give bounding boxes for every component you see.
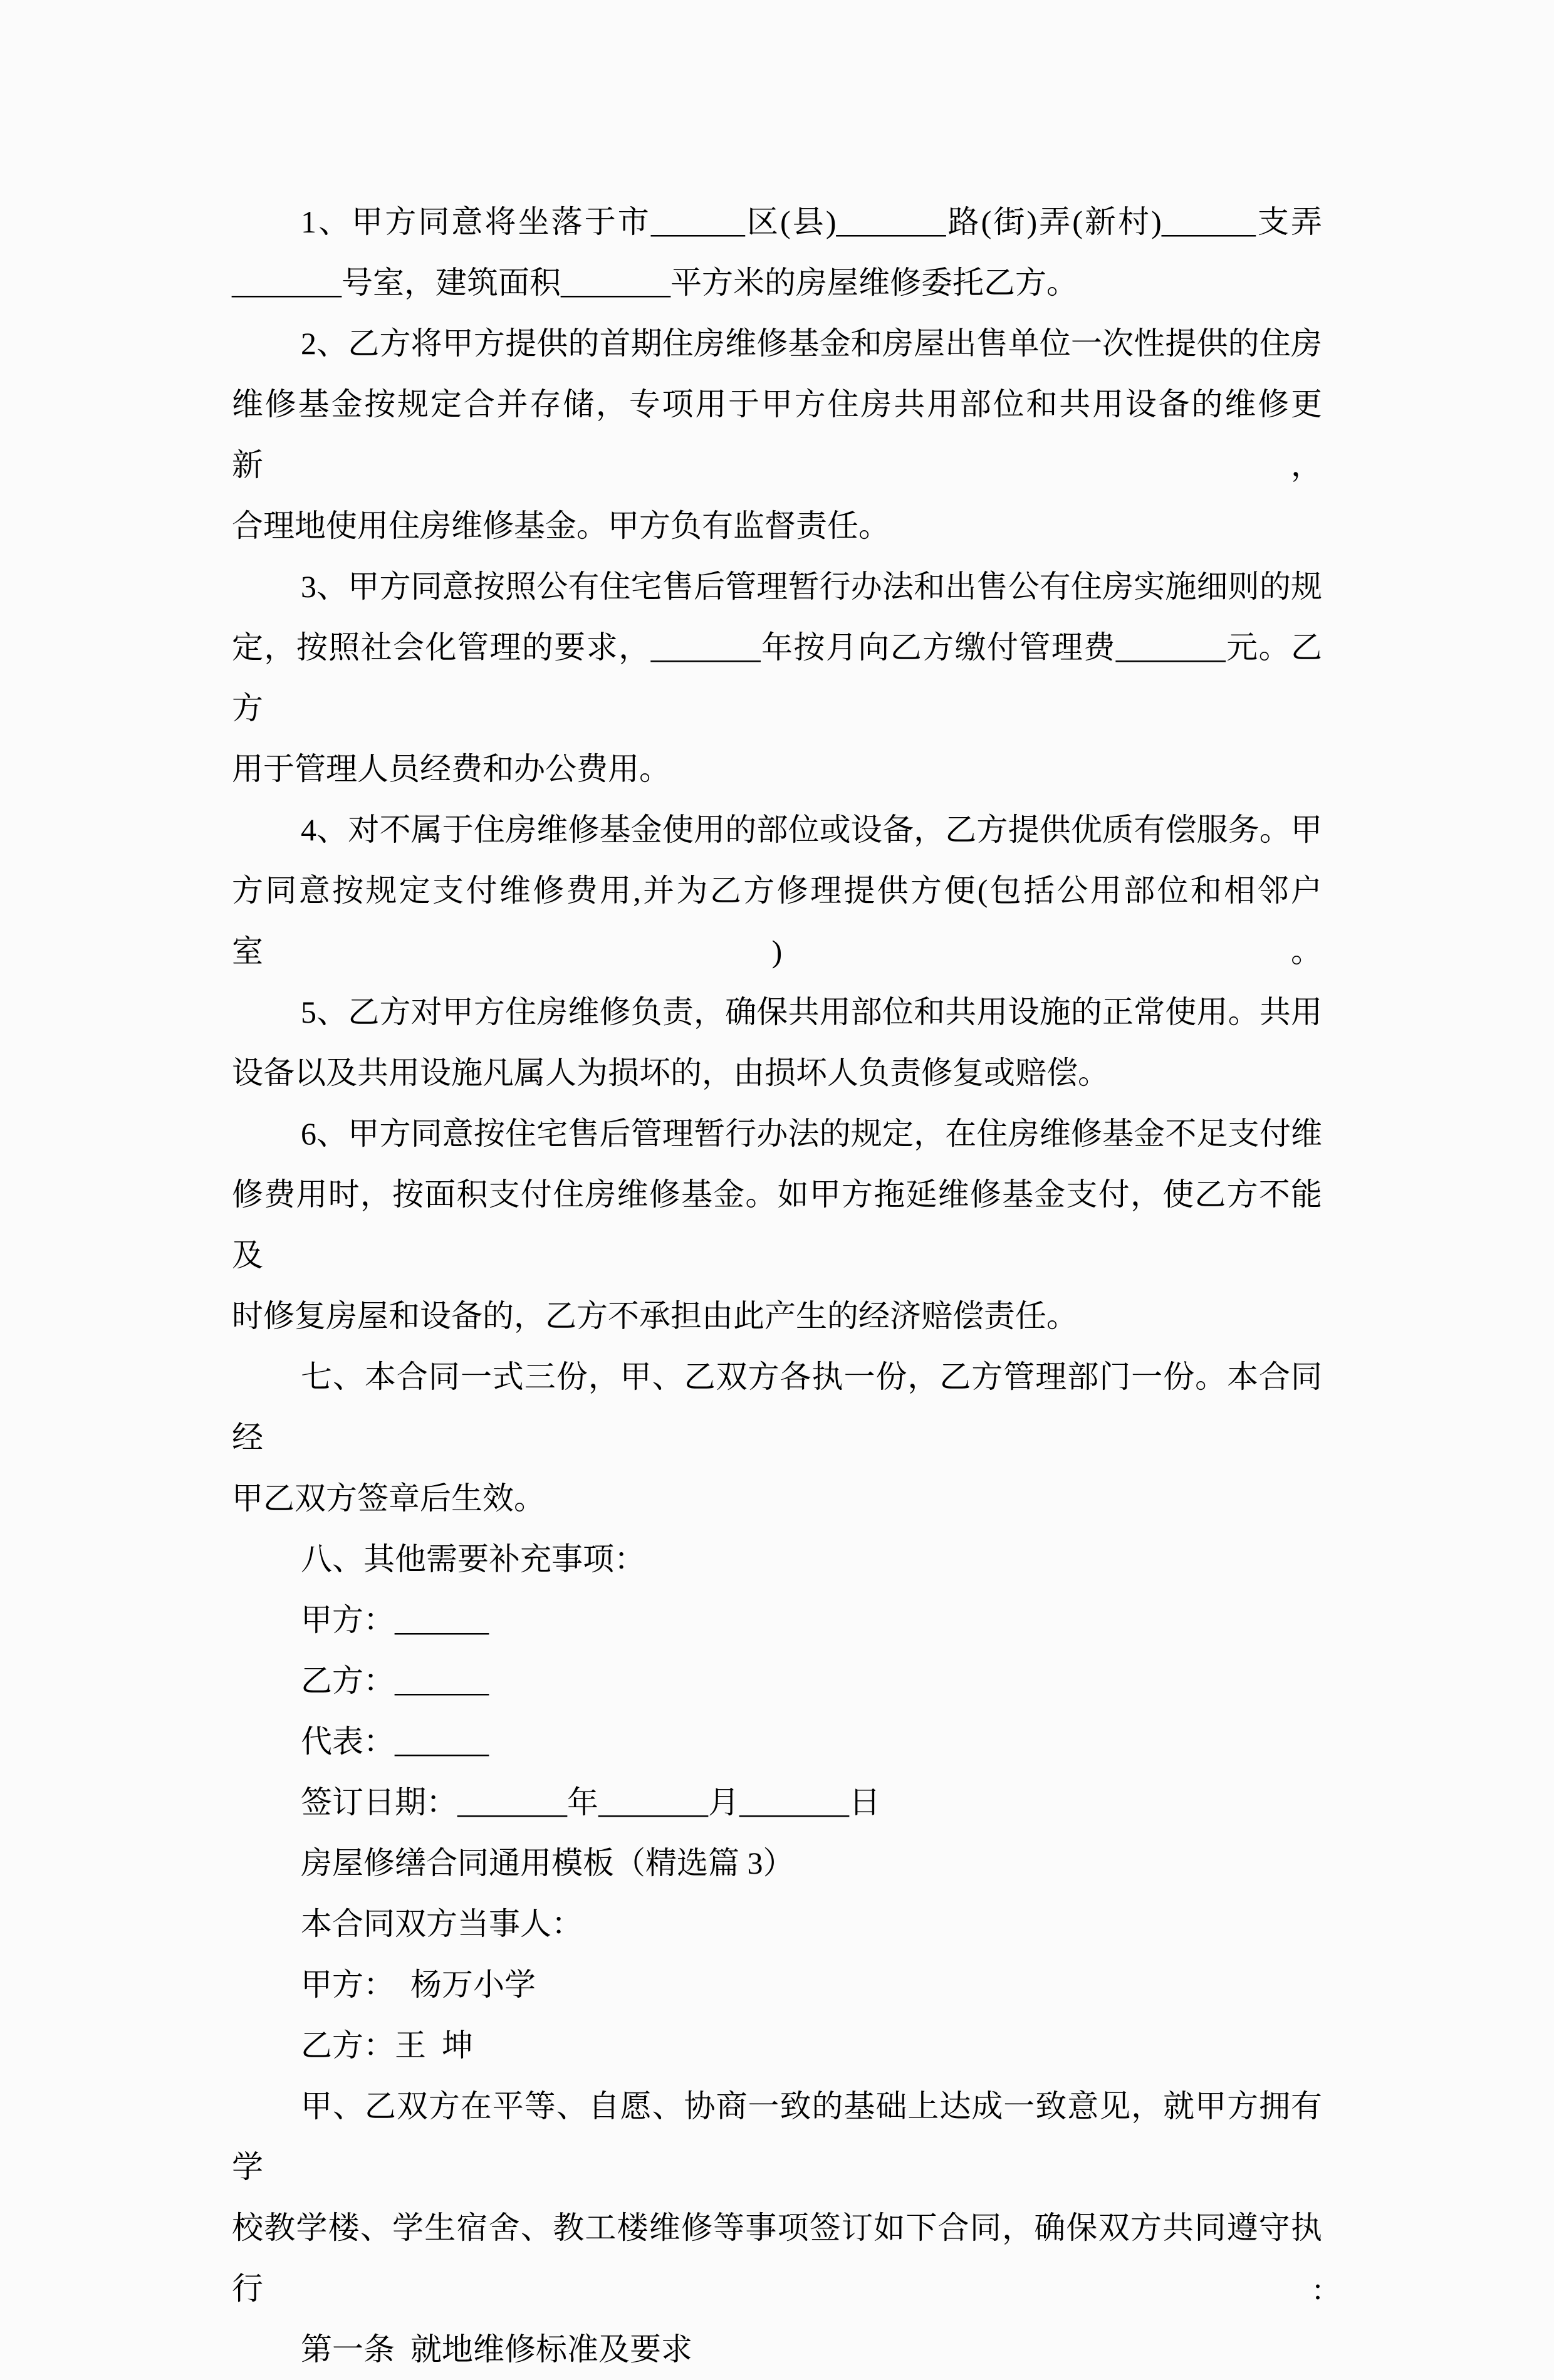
contract-line-party-b-name: 乙方：王 坤 (301, 2028, 473, 2063)
contract-line: 1、甲方同意将坐落于市______区(县)_______路(街)弄(新村)______支弄 (301, 204, 1322, 239)
contract-line: 5、乙方对甲方住房维修负责，确保共用部位和共用设施的正常使用。共用 (301, 994, 1322, 1030)
contract-body (232, 192, 1322, 2380)
contract-section-title: 房屋修缮合同通用模板（精选篇 3） (301, 1845, 795, 1881)
contract-line: 用于管理人员经费和办公费用。 (232, 751, 670, 786)
contract-line: 维修基金按规定合并存储，专项用于甲方住房共用部位和共用设备的维修更新， (232, 387, 1322, 483)
contract-line: 本合同双方当事人： (301, 1906, 583, 1941)
contract-line: 校教学楼、学生宿舍、教工楼维修等事项签订如下合同，确保双方共同遵守执行: (232, 2210, 1322, 2306)
contract-line-party-a-blank: 甲方：______ (301, 1602, 489, 1637)
contract-line-party-b-blank: 乙方：______ (301, 1663, 489, 1698)
contract-line: 时修复房屋和设备的，乙方不承担由此产生的经济赔偿责任。 (232, 1298, 1078, 1334)
contract-line-signing-date: 签订日期：_______年_______月_______日 (301, 1785, 880, 1820)
contract-line: 定，按照社会化管理的要求，_______年按月向乙方缴付管理费_______元。乙方 (232, 630, 1322, 726)
contract-line-representative-blank: 代表：______ (301, 1724, 489, 1759)
contract-line: 2、乙方将甲方提供的首期住房维修基金和房屋出售单位一次性提供的住房 (301, 326, 1322, 361)
contract-line: 6、甲方同意按住宅售后管理暂行办法的规定，在住房维修基金不足支付维 (301, 1116, 1322, 1151)
contract-line: 设备以及共用设施凡属人为损坏的，由损坏人负责修复或赔偿。 (232, 1055, 1109, 1090)
contract-line: 方同意按规定支付维修费用,并为乙方修理提供方便(包括公用部位和相邻户室)。 (232, 873, 1322, 969)
contract-line: 修费用时，按面积支付住房维修基金。如甲方拖延维修基金支付，使乙方不能及 (232, 1177, 1322, 1273)
contract-line: 甲乙双方签章后生效。 (232, 1481, 545, 1516)
contract-line: 3、甲方同意按照公有住宅售后管理暂行办法和出售公有住房实施细则的规 (301, 569, 1322, 604)
contract-line: 七、本合同一式三份，甲、乙双方各执一份，乙方管理部门一份。本合同经 (232, 1359, 1322, 1455)
contract-line: 4、对不属于住房维修基金使用的部位或设备，乙方提供优质有偿服务。甲 (301, 812, 1322, 847)
contract-line: 合理地使用住房维修基金。甲方负有监督责任。 (232, 508, 890, 543)
contract-line: _______号室，建筑面积_______平方米的房屋维修委托乙方。 (232, 265, 1078, 300)
contract-line: 甲、乙双方在平等、自愿、协商一致的基础上达成一致意见，就甲方拥有学 (232, 2089, 1322, 2184)
contract-clause-heading: 第一条 就地维修标准及要求 (301, 2332, 692, 2367)
contract-line-party-a-name: 甲方： 杨万小学 (301, 1967, 536, 2002)
contract-line: 八、其他需要补充事项： (301, 1542, 645, 1577)
